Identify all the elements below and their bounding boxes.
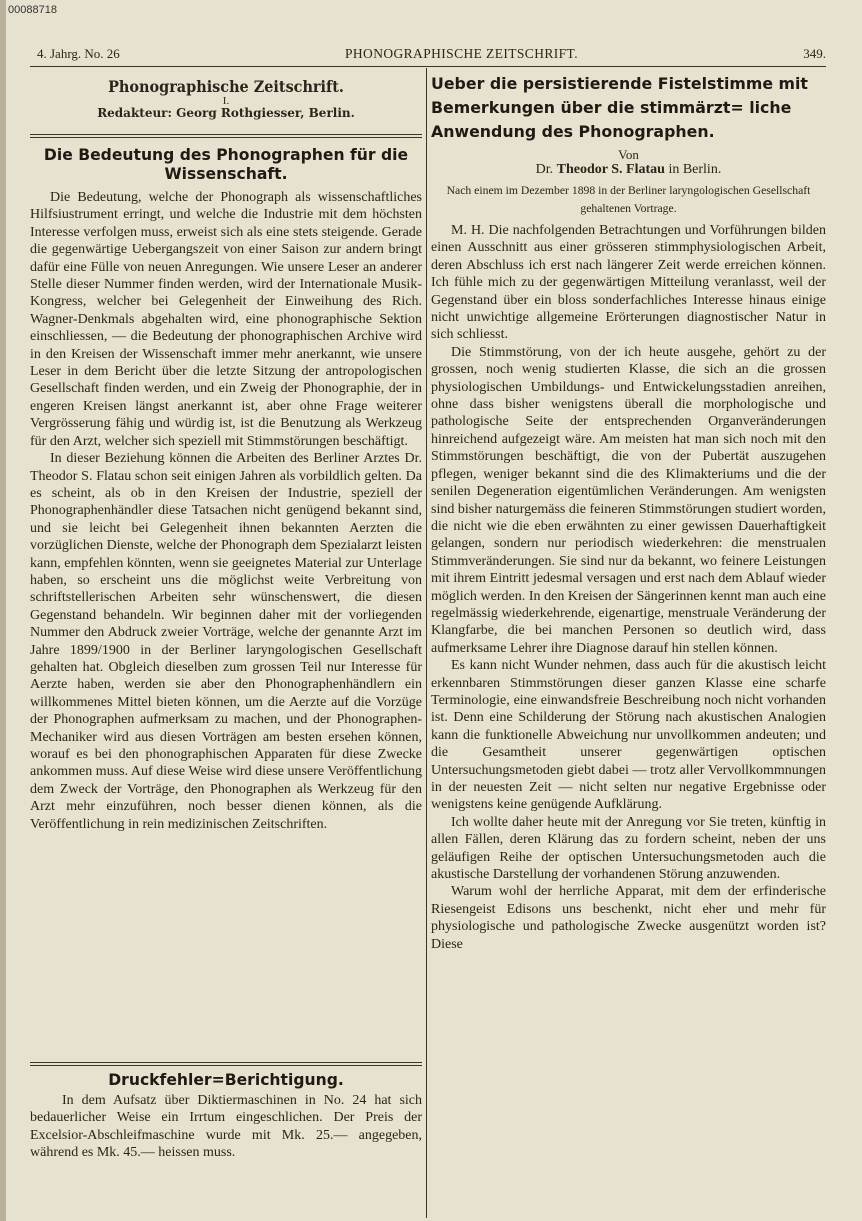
page-edge	[0, 0, 6, 1221]
masthead-title: Phonographische Zeitschrift.	[108, 77, 344, 96]
masthead-numeral: I.	[222, 95, 230, 107]
masthead	[30, 78, 422, 121]
paragraph: Die Bedeutung, welche der Phonograph als wissenschaftliches Hilfsiustrument erringt, und welche die Industrie mit dem höchsten Interesse verfolgen muss, erweist sich als eine stets steigende. Gerade die gegenwärtige Uebergangszeit von einer Saison zur andern bringt dafür eine Fülle von neuen Anregungen. Wie unsere Leser an anderer Stelle dieser Nummer finden werden, wird der Internationale Musik-Kongress, welcher bei Gelegenheit der Einweihung des Rich. Wagner-Denkmals abgehalten wird, eine phonographische Sektion einschliessen, — die Bedeutung der phonographischen Archive wird in den Kreisen der Wissenschaft immer mehr anerkannt, wie unsere Leser in dem Bericht über die letzte Sitzung der antropologischen Gesellschaft finden werden, und ein Zweig der Phonographie, der in engeren Kreisen längst anerkannt ist, aber ohne Frage weiterer Vergrösserung fähig und würdig ist, ist die Benutzung als Werkzeug für den Arzt, welcher sich speziell mit Stimmstörungen beschäftigt.	[30, 190, 422, 449]
section-rule-top	[30, 1062, 422, 1063]
paragraph: Die Stimmstörung, von der ich heute ausgehe, gehört zu der grossen, noch wenig studierten Klasse, die sich an die grossen physiologischen Umbildungs- und Entwickelungsstadien anreihen, ohne dass bisher wenigstens überall die morphologische und pathologische Seite der entsprechenden Organveränderungen hinreichend aufgezeigt wäre. Am meisten hat man sich noch mit den Stimmstörungen beschäftigt, die von der Pubertät auszugehen pflegen, weniger bekannt sind die des Klimakteriums und die der senilen Degeneration eigentümlichen Veränderungen. Am wenigsten sind bisher naturgemäss die feineren Stimmstörungen studiert worden, die nicht wie die eben erwähnten zu einer gewissen Dauerhaftigkeit gelangen, sondern nur periodisch wiederkehren: die menstrualen Stimmveränderungen. Sie sind nur da bekannt, wo feinere Leistungen mit ihrem Eintritt jedesmal versagen und erst nach dem Ablauf wieder möglich werden. In den Kreisen der Sängerinnen kennt man auch eine regelmässig wiederkehrende, eigenartige, menstruale Veränderung der Klangfarbe, die bei manchen Personen so deutlich wird, dass aufmerksame Lehrer ihre Diagnose darauf hin stellen können.	[431, 344, 826, 656]
author-line	[431, 162, 826, 178]
author-suffix: in Berlin.	[668, 162, 722, 177]
author-prefix: Dr.	[535, 162, 554, 177]
article-left-body	[30, 189, 422, 833]
article-right-title: Ueber die persistierende Fistelstimme mit Bemerkungen über die stimmärzt= liche Anwendung des Phonographen.	[431, 74, 808, 141]
section-rule-bottom	[30, 1065, 422, 1066]
author-name: Theodor S. Flatau	[556, 162, 665, 177]
article-right-body	[431, 222, 826, 953]
masthead-rule-bottom	[30, 137, 422, 138]
lecture-note: Nach einem im Dezember 1898 in der Berliner laryngologischen Gesellschaft gehaltenen Vortrage.	[446, 184, 811, 215]
column-divider	[426, 68, 427, 1218]
issue-label: 4. Jahrg. No. 26	[37, 46, 120, 61]
paragraph: Warum wohl der herrliche Apparat, mit dem der erfinderische Riesengeist Edisons uns beschenkt, nicht eher und mehr für physiologische und pathologische Zwecke ausgenützt worden ist? Diese	[431, 884, 826, 952]
paragraph: In dieser Beziehung können die Arbeiten des Berliner Arztes Dr. Theodor S. Flatau schon seit einigen Jahren als vorbildlich gelten. Da es scheint, als ob in den Kreisen der Industrie, speziell der Phonographenhändler diese Tatsachen nicht genügend bekannt sind, und sie leicht bei Gelegenheit ihnen bekannten Aerzten die vorzüglichen Dienste, welche der Phonograph dem Spezialarzt leisten kann, empfehlen könnten, wenn sie geeignetes Material zur Unterlage haben, so erscheint uns die möglichst weite Verbreitung von schriftstellerischen Arbeiten sehr wünschenswert, die diesen Gegenstand behandeln. Wir beginnen daher mit der vorliegenden Nummer den Abdruck zweier Vorträge, welche der genannte Arzt im Jahre 1899/1900 in der Berliner laryngologischen Gesellschaft gehalten hat. Obgleich dieselben zum grossen Teil nur Interesse für Aerzte haben, werden sie aber den Phonographenhändlern ein willkommenes Mittel bieten können, um die Aerzte auf die Vorzüge der Phonographen aufmerksam zu machen, und der Phonographen-Mechaniker wird aus diesen Vorträgen am besten ersehen können, worauf es bei den phonographischen Apparaten für diese Zwecke ankommen muss. Auf diese Weise wird diese unsere Veröffentlichung dem Zweck der Vorträge, den Phonographen als Werkzeug für den Arzt mehr einzuführen, noch besser dienen können, als die Veröffentlichung in rein medizinischen Zeitschriften.	[30, 451, 422, 832]
masthead-editor: Redakteur: Georg Rothgiesser, Berlin.	[97, 106, 355, 120]
author-von: Von	[618, 147, 639, 162]
paragraph: In dem Aufsatz über Diktiermaschinen in No. 24 hat sich bedauerlicher Weise ein Irrtum eingeschlichen. Der Preis der Excelsior-Abschleifmaschine wurde mit Mk. 25.— angegeben, während es Mk. 45.— heissen muss.	[30, 1093, 422, 1161]
archive-number: 00088718	[8, 4, 57, 16]
paragraph: M. H. Die nachfolgenden Betrachtungen und Vorführungen bilden einen Ausschnitt aus einer grösseren stimmphysiologischen Arbeit, deren Abschluss ich erst nach längerer Zeit werde erreichen können. Ich fühle mich zu der gegenwärtigen Mitteilung veranlasst, weil der Gegenstand über ein bloss sonderfachliches Interesse hinaus einige nicht unwichtige allgemeine Erörterungen diagnostischer Natur in sich schliesst.	[431, 223, 826, 343]
header-rule	[30, 66, 826, 67]
druckfehler-body	[30, 1092, 422, 1162]
masthead-rule-top	[30, 134, 422, 135]
article-left-title: Die Bedeutung des Phonographen für die Wissenschaft.	[43, 146, 409, 183]
druckfehler-title: Druckfehler=Berichtigung.	[108, 1071, 344, 1089]
article-right	[431, 72, 826, 953]
paragraph: Es kann nicht Wunder nehmen, dass auch für die akustisch leicht erkennbaren Stimmstörungen dieser ganzen Klasse eine scharfe Terminologie, eine einwandsfreie Beschreibung noch nicht vorhanden ist. Denn eine Schilderung der Störung nach akustischen Analogien kann die funktionelle Abweichung nur unvollkommen andeuten; und die Gesamtheit unserer gegenwärtigen optischen Untersuchungsmetoden giebt dabei — trotz aller Vervollkommnungen in der neuesten Zeit — nicht selten nur negative Ergebnisse oder wenigstens keine genügende Aufklärung.	[431, 658, 826, 813]
article-left	[30, 146, 422, 833]
journal-header: PHONOGRAPHISCHE ZEITSCHRIFT.	[345, 46, 578, 61]
druckfehler-notice	[30, 1071, 422, 1162]
page-number: 349.	[803, 46, 826, 61]
paragraph: Ich wollte daher heute mit der Anregung vor Sie treten, künftig in allen Fällen, deren Klärung das zu fordern scheint, neben der uns geläufigen Reihe der optischen Untersuchungsmetoden auch die akustische Darstellung der vorhandenen Störung anzuwenden.	[431, 814, 826, 883]
